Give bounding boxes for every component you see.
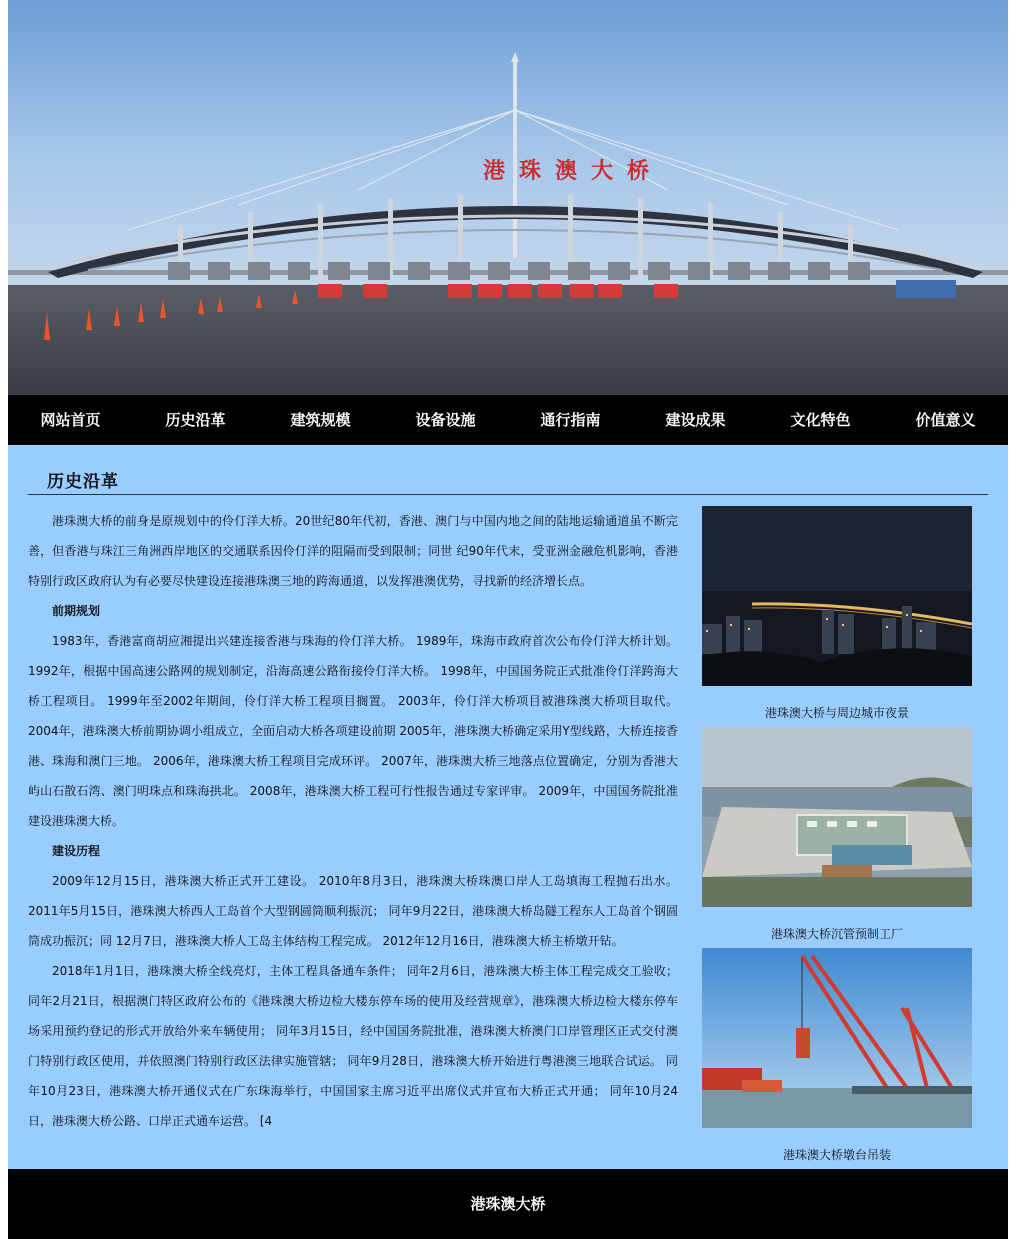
subheading-early-planning: 前期规划 — [52, 604, 101, 618]
construction-paragraph-1: 2009年12月15日，港珠澳大桥正式开工建设。 2010年8月3日，港珠澳大桥珠澳口岸人工岛填海工程抛石出水。 2011年5月15日，港珠澳大桥西人工岛首个大型钢圆筒顺利振沉； 同年9月22日，港珠澳大桥岛隧工程东人工岛首个钢圆筒成功振沉；同 12月7日，港珠澳大桥人工岛主体结构工程完成。 2012年12月16日，港珠澳大桥主桥墩开钻。 — [28, 874, 678, 948]
crane-lifting-image — [702, 948, 972, 1128]
nav-item-facilities[interactable]: 设备设施 — [415, 411, 476, 429]
photo-caption-night-view: 港珠澳大桥与周边城市夜景 — [764, 706, 909, 720]
photo-card-tunnel-factory — [702, 727, 972, 944]
subheading-construction: 建设历程 — [52, 844, 101, 858]
photo-caption-tunnel-factory: 港珠澳大桥沉管预制工厂 — [770, 927, 903, 941]
intro-paragraph: 港珠澳大桥的前身是原规划中的伶仃洋大桥。20世纪80年代初，香港、澳门与中国内地之间的陆地运输通道虽不断完善，但香港与珠江三角洲西岸地区的交通联系因伶仃洋的阻隔而受到限制；同世 纪90年代末，受亚洲金融危机影响，香港特别行政区政府认为有必要尽快建设连接港珠澳三地的跨海通道，以发挥港澳优势，寻找新的经济增长点。 — [28, 514, 678, 588]
footer: 港珠澳大桥 — [8, 1169, 1008, 1239]
nav-item-guide[interactable]: 通行指南 — [540, 411, 601, 429]
nav-item-home[interactable]: 网站首页 — [40, 411, 101, 429]
hero-sign-text: 港珠澳大桥 — [482, 159, 664, 184]
nav-item-culture[interactable]: 文化特色 — [790, 411, 851, 429]
section-divider — [28, 494, 988, 495]
hero-banner — [8, 0, 1008, 395]
early-planning-paragraph: 1983年，香港富商胡应湘提出兴建连接香港与珠海的伶仃洋大桥。 1989年，珠海市政府首次公布伶仃洋大桥计划。 1992年，根据中国高速公路网的规划制定，沿海高速公路衔接伶仃洋大桥。 1998年，中国国务院正式批准伶仃洋跨海大桥工程项目。 1999年至2002年期间，伶仃洋大桥工程项目搁置。 2003年，伶仃洋大桥项目被港珠澳大桥项目取代。 2004年，港珠澳大桥前期协调小组成立，全面启动大桥各项建设前期 2005年，港珠澳大桥确定采用Y型线路，大桥连接香港、珠海和澳门三地。 2006年，港珠澳大桥工程项目完成环评。 2007年，港珠澳大桥三地落点位置确定，分别为香港大屿山石散石湾、澳门明珠点和珠海拱北。 2008年，港珠澳大桥工程可行性报告通过专家评审。 2009年，中国国务院批准建设港珠澳大桥。 — [28, 634, 678, 828]
article-body — [28, 506, 678, 1136]
nav-item-history[interactable]: 历史沿革 — [165, 411, 226, 429]
hero-bridge-toll-plaza-image — [8, 0, 1008, 395]
tunnel-factory-image — [702, 727, 972, 907]
construction-paragraph-2: 2018年1月1日，港珠澳大桥全线亮灯，主体工程具备通车条件； 同年2月6日，港珠澳大桥主体工程完成交工验收； 同年2月21日，根据澳门特区政府公布的《港珠澳大桥边检大楼东停车场的使用及经营规章》，港珠澳大桥边检大楼东停车场采用预约登记的形式开放给外来车辆使用； 同年3月15日，经中国国务院批准，港珠澳大桥澳门口岸管理区正式交付澳门特别行政区使用，并依照澳门特别行政区法律实施管辖； 同年9月28日，港珠澳大桥开始进行粤港澳三地联合试运。 同年10月23日，港珠澳大桥开通仪式在广东珠海举行，中国国家主席习近平出席仪式并宣布大桥正式开通； 同年10月24日，港珠澳大桥公路、口岸正式通车运营。 [4 — [28, 964, 678, 1128]
main-nav — [8, 395, 1008, 445]
photo-card-night-view — [702, 506, 972, 723]
nav-item-scale[interactable]: 建筑规模 — [290, 411, 351, 429]
nav-item-achievements[interactable]: 建设成果 — [665, 411, 726, 429]
photo-caption-pier-lifting: 港珠澳大桥墩台吊装 — [782, 1148, 891, 1162]
night-city-image — [702, 506, 972, 686]
section-title: 历史沿革 — [47, 472, 119, 492]
page — [8, 0, 1008, 1239]
photo-card-pier-lifting — [702, 948, 972, 1165]
content-area — [8, 445, 1008, 1169]
nav-item-value[interactable]: 价值意义 — [915, 411, 976, 429]
